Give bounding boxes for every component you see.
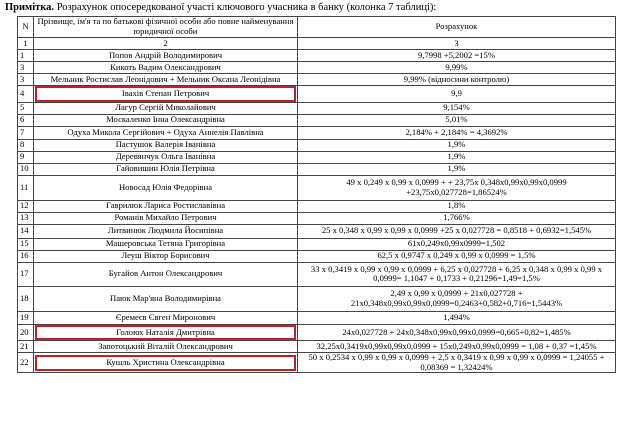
table-row (18, 262, 616, 286)
row-number: 5 (18, 102, 34, 114)
highlighted-name: Голоюх Наталія Дмитрівна (35, 325, 296, 341)
note-line (5, 2, 436, 14)
row-calculation: 24х0,027728 + 24х0,348х0,99х0,99х0,0999=0,665+0,82=1,485% (298, 324, 616, 341)
row-calculation: 5,01% (298, 114, 616, 126)
row-name: Бугайов Антон Олександрович (34, 262, 298, 286)
table-row (18, 62, 616, 74)
table-row (18, 163, 616, 175)
row-number: 21 (18, 341, 34, 353)
row-calculation: 49 х 0,249 х 0,99 х 0,0999 + + 23,75х 0,348х0,99х0,99х0,0999 +23,75х0,027728=1,86524% (298, 175, 616, 200)
table-row (18, 353, 616, 373)
row-calculation: 9,9 (298, 86, 616, 103)
header-row (18, 17, 616, 38)
note-label: Примітка. (5, 2, 55, 13)
row-name-cell (34, 86, 298, 103)
row-calculation: 1,766% (298, 212, 616, 224)
table-row (18, 126, 616, 139)
row-name: Паюк Мар'яна Володимирівна (34, 286, 298, 311)
table-row (18, 139, 616, 151)
row-name: Романів Михайло Петрович (34, 212, 298, 224)
row-name: Лагур Сергій Миколайович (34, 102, 298, 114)
column-index-3: 3 (298, 38, 616, 50)
row-number: 3 (18, 62, 34, 74)
header-name: Прізвище, ім'я та по батькові фізичної особи або повне найменування юридичної особи (34, 17, 298, 38)
row-calculation: 33 х 0,3419 х 0,99 х 0,99 х 0,0999 + 6,25 х 0,027728 + 6,25 х 0,348 х 0,99 х 0,99 х 0,0999= 1,1047 + 0,1733 + 0,21296=1,49=1,5% (298, 262, 616, 286)
row-calculation: 2,184% + 2,184% = 4,3692% (298, 126, 616, 139)
row-calculation: 32,25х0,3419х0,99х0,99х0,0999 + 15х0,249х0,99х0,0999 = 1,08 + 0,37 =1,45% (298, 341, 616, 353)
row-calculation: 1,494% (298, 311, 616, 324)
row-name: Деревянчук Ольга Іванівна (34, 151, 298, 163)
row-calculation: 1,9% (298, 139, 616, 151)
highlighted-name: Івахів Степан Петрович (35, 86, 296, 102)
table-row (18, 175, 616, 200)
row-number: 18 (18, 286, 34, 311)
row-number: 6 (18, 114, 34, 126)
row-calculation: 9,154% (298, 102, 616, 114)
table-row (18, 50, 616, 62)
row-name: Пастушок Валерія Іванівна (34, 139, 298, 151)
table-row (18, 341, 616, 353)
note-text: Розрахунок опосередкованої участі ключового учасника в банку (колонка 7 таблиці): (54, 2, 437, 13)
row-calculation: 2,49 х 0,99 х 0,0999 + 21х0,027728 + 21х0,348х0,99х0,99х0,0999=0,2463+0,582+0,716=1,5443% (298, 286, 616, 311)
row-number: 20 (18, 324, 34, 341)
row-name-cell (34, 353, 298, 373)
table-row (18, 200, 616, 212)
column-index-2: 2 (34, 38, 298, 50)
row-name: Попов Андрій Володимирович (34, 50, 298, 62)
table-row (18, 311, 616, 324)
table-row (18, 212, 616, 224)
row-number: 22 (18, 353, 34, 373)
row-name: Москаленко Інна Олександрівна (34, 114, 298, 126)
row-name: Мельник Ростислав Леонідович + Мельник Оксана Леонідівна (34, 74, 298, 86)
row-number: 1 (18, 50, 34, 62)
table-row (18, 250, 616, 262)
header-calculation: Розрахунок (298, 17, 616, 38)
row-name: Запотоцький Віталій Олександрович (34, 341, 298, 353)
column-index-row (18, 38, 616, 50)
row-name: Литвинюк Людмила Йосипівна (34, 224, 298, 238)
table-row (18, 286, 616, 311)
highlighted-name: Кушль Христина Олександрівна (35, 355, 296, 371)
row-number: 7 (18, 126, 34, 139)
row-calculation: 61х0,249х0,99х0999=1,502 (298, 238, 616, 250)
row-calculation: 50 х 0,2534 х 0,99 х 0,99 х 0,0999 + 2,5 х 0,3419 х 0,99 х 0,99 х 0,0999 = 1,24055 + 0,08369 = 1,32424% (298, 353, 616, 373)
row-name: Гаврилюк Лариса Ростиславівна (34, 200, 298, 212)
row-number: 8 (18, 139, 34, 151)
row-number: 11 (18, 175, 34, 200)
row-number: 19 (18, 311, 34, 324)
row-number: 10 (18, 163, 34, 175)
table-row (18, 86, 616, 103)
row-calculation: 1,9% (298, 151, 616, 163)
table-body (18, 50, 616, 373)
table-row (18, 224, 616, 238)
row-number: 17 (18, 262, 34, 286)
row-name: Одуха Микола Сергійович + Одуха Аннелія Павлівна (34, 126, 298, 139)
row-calculation: 1,8% (298, 200, 616, 212)
row-number: 13 (18, 212, 34, 224)
row-name: Машеровська Тетяна Григорівна (34, 238, 298, 250)
row-number: 16 (18, 250, 34, 262)
row-number: 4 (18, 86, 34, 103)
row-calculation: 1,9% (298, 163, 616, 175)
column-index-1: 1 (18, 38, 34, 50)
row-name: Гайовишин Юлія Петрівна (34, 163, 298, 175)
table-row (18, 102, 616, 114)
row-number: 15 (18, 238, 34, 250)
row-number: 9 (18, 151, 34, 163)
row-number: 12 (18, 200, 34, 212)
table-row (18, 74, 616, 86)
participation-table (17, 16, 616, 373)
row-calculation: 62,5 х 0,9747 х 0,249 х 0,99 х 0,0999 = 1,5% (298, 250, 616, 262)
table-row (18, 324, 616, 341)
table-row (18, 238, 616, 250)
row-name: Новосад Юлія Федорівна (34, 175, 298, 200)
row-name: Леуш Віктор Борисович (34, 250, 298, 262)
row-calculation: 9,99% (відносини контролю) (298, 74, 616, 86)
row-calculation: 9,99% (298, 62, 616, 74)
row-number: 3 (18, 74, 34, 86)
table-row (18, 114, 616, 126)
row-name: Єремеєв Євген Миронович (34, 311, 298, 324)
row-calculation: 9,7998 +5,2002 =15% (298, 50, 616, 62)
header-number: N (18, 17, 34, 38)
row-name-cell (34, 324, 298, 341)
row-number: 14 (18, 224, 34, 238)
row-calculation: 25 х 0,348 х 0,99 х 0,99 х 0,0999 +25 х 0,027728 = 0,8518 + 0,6932=1,545% (298, 224, 616, 238)
table-row (18, 151, 616, 163)
row-name: Кикоть Вадим Олександрович (34, 62, 298, 74)
